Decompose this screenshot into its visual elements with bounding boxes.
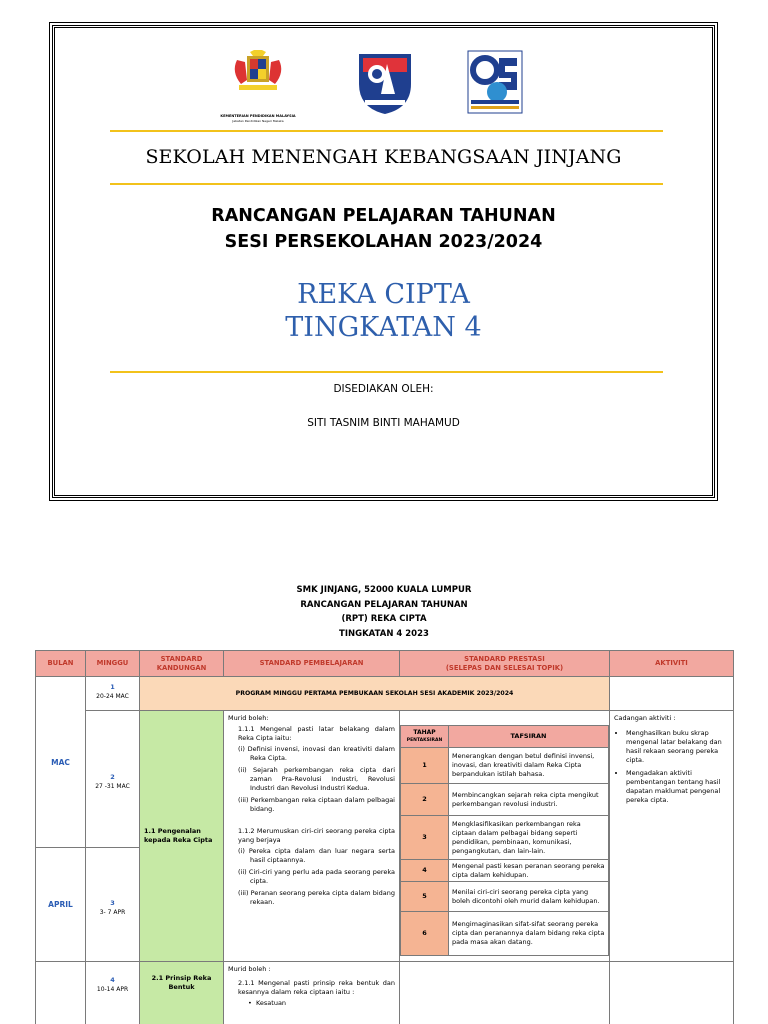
activity-item: • Menghasilkan buku skrap mengenal latar belakang dan hasil rekaan seorang pereka cipta. [626, 729, 729, 765]
empty-cell [610, 677, 734, 711]
sp-subitem: (i) Definisi invensi, inovasi dan kreativiti dalam Reka Cipta. [238, 745, 395, 762]
month-cell: MAC [36, 677, 86, 848]
subject-title: REKA CIPTA [297, 279, 470, 310]
sp-item: 1.1.2 Merumuskan ciri-ciri seorang pereka cipta yang berjaya [238, 827, 395, 844]
table-header-row [36, 651, 734, 677]
kpm-logo-text: KEMENTERIAN PENDIDIKAN MALAYSIA [220, 114, 296, 118]
activity-cell [610, 711, 734, 962]
school-name: SEKOLAH MENENGAH KEBANGSAAN JINJANG [145, 146, 622, 168]
col-header-standard-pembelajaran: STANDARD PEMBELAJARAN [224, 651, 400, 677]
crest-icon [217, 50, 299, 110]
activity-item: • Mengadakan aktiviti pembentangan tentang hasil dapatan maklumat pengenal pereka cipta. [626, 769, 729, 805]
prepared-by-name: SITI TASNIM BINTI MAHAMUD [307, 417, 460, 429]
level-description: Membincangkan sejarah reka cipta mengikut perkembangan revolusi industri. [449, 784, 609, 816]
level-cell: 1 [401, 748, 449, 784]
plan-title: RANCANGAN PELAJARAN TAHUNAN [211, 206, 556, 226]
level-description: Mengimaginasikan sifat-sifat seorang pereka cipta dan peranannya dalam bidang reka cipta pada masa akan datang. [449, 912, 609, 956]
level-cell: 2 [401, 784, 449, 816]
tafsiran-header: TAFSIRAN [449, 726, 609, 748]
col-header-bulan: BULAN [36, 651, 86, 677]
gold-divider [110, 183, 663, 185]
rpt-table [35, 650, 734, 1024]
subject-block [55, 278, 712, 344]
heading-line: RANCANGAN PELAJARAN TAHUNAN [300, 599, 468, 610]
table-row [36, 677, 734, 711]
prepared-by-label: DISEDIAKAN OLEH: [333, 383, 434, 395]
week-cell [86, 711, 140, 848]
form-title: TINGKATAN 4 [285, 312, 482, 343]
sp-intro: Murid boleh: [228, 714, 269, 722]
week-number: 4 [110, 976, 115, 984]
standard-kandungan-cell: 1.1 Pengenalan kepada Reka Cipta [140, 711, 224, 962]
table-row [36, 962, 734, 1024]
anniversary-icon [467, 50, 523, 114]
empty-cell [400, 962, 610, 1024]
level-cell: 5 [401, 882, 449, 912]
level-cell: 4 [401, 860, 449, 882]
month-cell-empty [36, 962, 86, 1024]
level-description: Mengenal pasti kesan peranan seorang pereka cipta dalam kehidupan. [449, 860, 609, 882]
heading-line: TINGKATAN 4 2023 [339, 628, 429, 639]
level-cell: 3 [401, 816, 449, 860]
sp-bullet-item: • Kesatuan [248, 999, 287, 1007]
week-date: 3- 7 APR [99, 908, 126, 916]
week-cell [86, 848, 140, 962]
sp-intro: Murid boleh : [228, 965, 271, 973]
plan-title-block [55, 203, 712, 255]
tahap-header [401, 726, 449, 748]
session-title: SESI PERSEKOLAHAN 2023/2024 [224, 232, 543, 252]
sp-subitem: (iii) Perkembangan reka ciptaan dalam pelbagai bidang. [238, 796, 395, 813]
kpm-crest-logo [217, 50, 299, 123]
standard-kandungan-cell: 2.1 Prinsip Reka Bentuk [140, 962, 224, 1024]
week-cell [86, 677, 140, 711]
week-number: 3 [110, 898, 115, 907]
week-number: 2 [110, 773, 115, 781]
sp-subitem: (i) Pereka cipta dalam dan luar negara serta hasil ciptaannya. [238, 847, 395, 864]
tahap-sublabel: PENTAKSIRAN [406, 738, 443, 743]
cover-page-frame [52, 25, 715, 498]
week-date: 20-24 MAC [96, 693, 129, 700]
week-cell [86, 962, 140, 1024]
school-crest-logo [355, 50, 415, 120]
col-header-aktiviti: AKTIVITI [610, 651, 734, 677]
heading-line: (RPT) REKA CIPTA [341, 614, 427, 624]
sp-subitem: (iii) Peranan seorang pereka cipta dalam bidang rekaan. [238, 889, 395, 906]
week-date: 10-14 APR [96, 986, 129, 993]
level-description: Menerangkan dengan betul definisi invensi, inovasi, dan kreativiti dalam Reka Cipta berpandukan istilah bahasa. [449, 748, 609, 784]
standard-prestasi-cell [400, 711, 610, 962]
col-header-standard-prestasi: STANDARD PRESTASI (SELEPAS DAN SELESAI TOPIK) [400, 651, 610, 677]
anniversary-25-logo [467, 50, 523, 118]
gold-divider [110, 371, 663, 373]
col-header-standard-kandungan: STANDARD KANDUNGAN [140, 651, 224, 677]
level-cell: 6 [401, 912, 449, 956]
gold-divider [110, 130, 663, 132]
heading-line: SMK JINJANG, 52000 KUALA LUMPUR [296, 585, 472, 595]
standard-pembelajaran-cell [224, 962, 400, 1024]
level-description: Mengklasifikasikan perkembangan reka ciptaan dalam pelbagai bidang seperti pendidikan, pembinaan, komunikasi, pengangkutan, dan lain-lain. [449, 816, 609, 860]
week-number: 1 [110, 683, 115, 691]
activity-list [614, 729, 729, 805]
level-description: Menilai ciri-ciri seorang pereka cipta yang boleh dicontohi oleh murid dalam kehidupan. [449, 882, 609, 912]
sp-item: 2.1.1 Mengenal pasti prinsip reka bentuk dan kesannya dalam reka ciptaan iaitu : [238, 979, 395, 996]
standard-pembelajaran-cell [224, 711, 400, 962]
tahap-label: TAHAP [413, 729, 436, 736]
sp-item: 1.1.1 Mengenal pasti latar belakang dalam Reka Cipta iaitu: [238, 725, 395, 742]
sp-bullet-text: Kesatuan [255, 999, 287, 1007]
activity-intro: Cadangan aktiviti : [614, 714, 676, 722]
rpt-heading [0, 583, 768, 641]
prestasi-table [400, 725, 609, 956]
sp-subitem: (ii) Sejarah perkembangan reka cipta dari zaman Pra-Revolusi Industri, Revolusi Industri dan Revolusi Industri Kedua. [238, 766, 395, 792]
col-header-minggu: MINGGU [86, 651, 140, 677]
week-date: 27 -31 MAC [95, 783, 130, 790]
table-row [36, 711, 734, 848]
month-cell: APRIL [36, 848, 86, 962]
sp-subitem: (ii) Ciri-ciri yang perlu ada pada seorang pereka cipta. [238, 868, 395, 885]
kpm-logo-subtext: Jabatan Pendidikan Negeri Melaka [232, 119, 284, 123]
empty-cell [610, 962, 734, 1024]
program-cell: PROGRAM MINGGU PERTAMA PEMBUKAAN SEKOLAH SESI AKADEMIK 2023/2024 [140, 677, 610, 711]
shield-icon [355, 50, 415, 116]
